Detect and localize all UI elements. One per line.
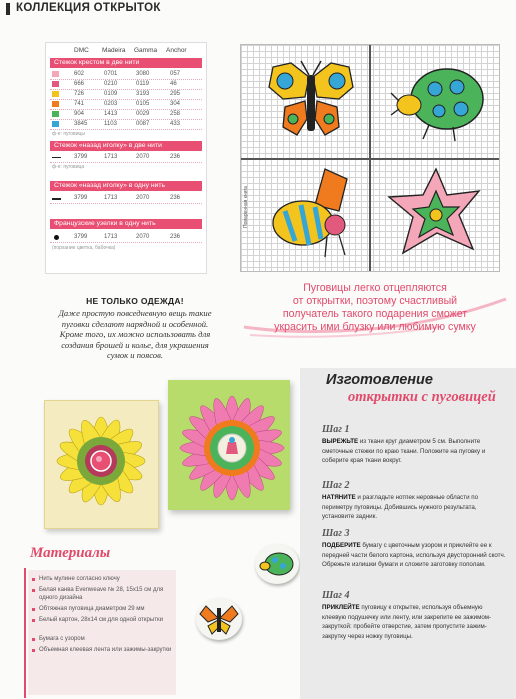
pink-note-line: получатель такого подарения сможет	[282, 308, 468, 320]
ladybug-button-icon	[255, 544, 299, 584]
materials-accent-line	[24, 568, 26, 698]
color-swatch	[52, 111, 59, 117]
pink-tip-note	[250, 282, 500, 334]
sunflower-image	[45, 401, 158, 528]
step-3	[322, 528, 508, 570]
line-symbol	[52, 157, 61, 158]
key-header-row	[46, 47, 206, 57]
materials-item: Бумага с узором	[32, 636, 172, 644]
step-heading: Шаг 3	[322, 528, 350, 539]
grid-axis-horizontal	[241, 158, 499, 160]
bee-pattern-icon	[255, 165, 355, 265]
step-body: ПОДБЕРИТЕ бумагу с цветочным узором и приклейте ее к передней части белого картона, используя двусторонний скотч. Обрежьте излишки бумаги и сложите заготовку пополам.	[322, 542, 506, 568]
pink-note-line: Пуговицы легко отцепляются	[303, 282, 447, 294]
step-4	[322, 590, 508, 641]
color-swatch	[52, 71, 59, 77]
color-swatch	[52, 81, 59, 87]
instructions-panel	[300, 368, 516, 699]
key-row: 3845 1103 0087 433	[50, 120, 202, 130]
step-body: ВЫРЕЖЬТЕ из ткани круг диаметром 5 см. Выполните сметочные стежки по краю ткани. Положите на пуговку и соберите края ткани вокруг.	[322, 438, 486, 464]
grid-side-caption: Поваренная книга	[243, 186, 249, 228]
col-madeira: Madeira	[102, 47, 126, 54]
materials-list-box	[28, 570, 176, 695]
step-2	[322, 480, 508, 522]
instructions-title: Изготовление	[326, 372, 433, 388]
butterfly-pattern-icon	[261, 57, 361, 147]
key-row: 3799 1713 2070 236	[50, 233, 202, 243]
key-note: ф-е: пуговицы	[52, 131, 85, 137]
key-band-backstitch-one: Стежок «назад иголку» в одну нить	[50, 181, 202, 191]
flower-pattern-icon	[381, 165, 491, 265]
materials-item: Обтяжная пуговица диаметром 29 мм	[32, 606, 172, 614]
col-dmc: DMC	[74, 47, 89, 54]
daisy-image	[168, 380, 290, 510]
ladybug-button-photo	[255, 544, 299, 584]
materials-item: Белый картон, 28х14 см для одной открытки	[32, 617, 172, 625]
color-swatch	[52, 91, 59, 97]
sunflower-card-photo	[44, 400, 159, 529]
key-row: 904 1413 0029 258	[50, 110, 202, 120]
line-symbol	[52, 198, 61, 200]
step-heading: Шаг 2	[322, 480, 350, 491]
materials-title: Материалы	[30, 545, 111, 561]
dot-symbol	[54, 235, 59, 240]
step-body: ПРИКЛЕЙТЕ пуговицу к открытке, используя объемную клеевую подушечку или ленту, или закрепите ее зажимом-закруткой: пробейте отверстие, затем пропустите зажим-закрутку через ножку пуговицы.	[322, 604, 492, 640]
butterfly-button-icon	[196, 598, 242, 640]
section-title: КОЛЛЕКЦИЯ ОТКРЫТОК	[16, 2, 161, 14]
key-band-backstitch-two: Стежок «назад иголку» в две нити	[50, 141, 202, 151]
tip-not-only-clothes	[50, 296, 220, 361]
step-1	[322, 424, 508, 466]
tip-heading: НЕ ТОЛЬКО ОДЕЖДА!	[86, 296, 184, 306]
col-anchor: Anchor	[166, 47, 187, 54]
page-header	[0, 0, 516, 24]
instructions-subtitle: открытки с пуговицей	[348, 389, 496, 405]
key-band-french-knots: Французские узелки в одну нить	[50, 219, 202, 229]
color-key-table	[45, 42, 207, 274]
pink-note-line: украсить ими блузку или любимую сумку	[274, 321, 476, 333]
key-row: 602 0701 3080 057	[50, 70, 202, 80]
step-body: НАТЯНИТЕ и разгладьте нотпек неровные области по периметру пуговицы. Добившись нужного результата, установите задник.	[322, 494, 479, 520]
butterfly-button-photo	[196, 598, 242, 640]
color-swatch	[52, 101, 59, 107]
key-note: (порхание цветка, бабочка)	[52, 245, 116, 251]
key-row: 3799 1713 2070 236	[50, 194, 202, 204]
color-swatch	[52, 121, 59, 127]
header-mark	[6, 3, 10, 15]
key-row: 741 0203 0105 304	[50, 100, 202, 110]
key-row: 3799 1713 2070 236	[50, 153, 202, 163]
materials-item: Нить мулине согласно ключу	[32, 576, 172, 584]
materials-item: Объемная клеевая лента или зажимы-закрутки	[32, 647, 172, 655]
key-note: ф-е: пуговица	[52, 164, 85, 170]
step-heading: Шаг 4	[322, 590, 350, 601]
ladybug-pattern-icon	[389, 59, 489, 149]
pattern-grid	[240, 44, 500, 272]
key-row: 666 0210 0119 46	[50, 80, 202, 90]
pink-note-line: от открытки, поэтому счастливый	[292, 295, 458, 307]
materials-item: Белая канва Evenweave № 28, 15х15 см для одного дизайна	[32, 587, 172, 602]
key-row: 726 0109 3193 295	[50, 90, 202, 100]
daisy-card-photo	[168, 380, 290, 510]
col-gamma: Gamma	[134, 47, 158, 54]
tip-body: Даже простую повседневную вещь такие пуговки сделают нарядной и особенной. Кроме того, их можно использовать для создания брошей и колье, для украшения сумок и поясов.	[58, 308, 212, 360]
step-heading: Шаг 1	[322, 424, 350, 435]
key-band-cross-stitch: Стежок крестом в две нити	[50, 58, 202, 68]
